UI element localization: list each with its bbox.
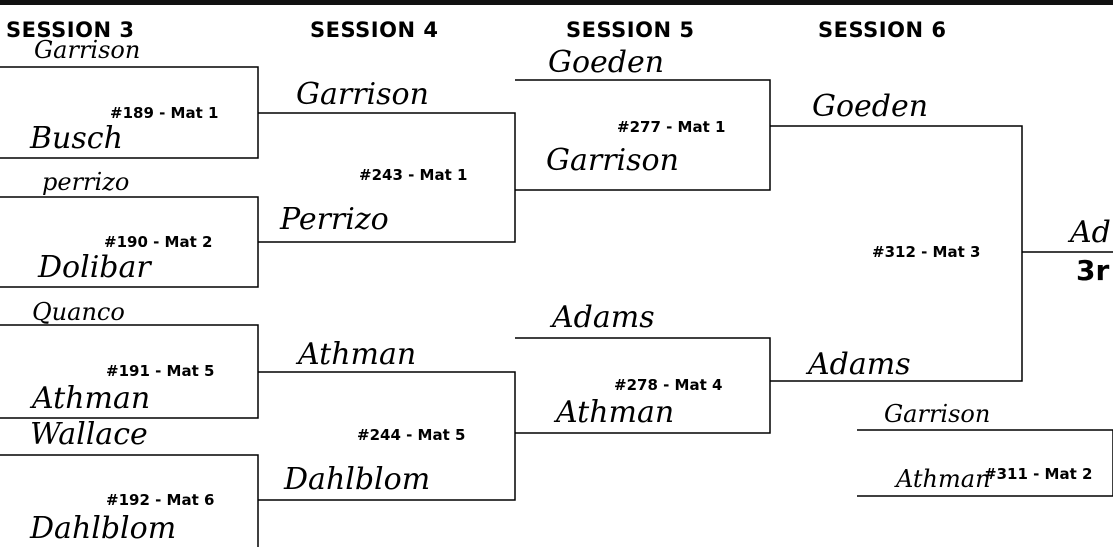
bout-243-label: #243 - Mat 1 [359, 166, 468, 184]
bout-190-bottom-name: Dolibar [38, 250, 151, 285]
bout-312-top-name: Goeden [812, 89, 929, 124]
bout-277-bottom-name: Garrison [546, 143, 679, 178]
bout-190-label: #190 - Mat 2 [104, 233, 213, 251]
bout-243-bottom-name: Perrizo [280, 202, 389, 237]
bout-277-label: #277 - Mat 1 [617, 118, 726, 136]
session-3-header: SESSION 3 [6, 18, 135, 42]
bout-192-bottom-name: Dahlblom [30, 511, 177, 546]
place-label: 3r [1076, 254, 1110, 287]
bout-192-top-name: Wallace [30, 417, 148, 452]
final-winner-name: Ad [1070, 215, 1111, 250]
bout-189-label: #189 - Mat 1 [110, 104, 219, 122]
bout-312-bottom-name: Adams [808, 347, 911, 382]
bout-244-top-name: Athman [298, 337, 417, 372]
bout-244-bottom-name: Dahlblom [284, 462, 431, 497]
bout-191-bottom-name: Athman [32, 381, 151, 416]
bout-278-label: #278 - Mat 4 [614, 376, 723, 394]
bout-311-top-name: Garrison [884, 400, 991, 428]
session-4-header: SESSION 4 [310, 18, 439, 42]
bout-243-top-name: Garrison [296, 77, 429, 112]
bout-278-bottom-name: Athman [556, 395, 675, 430]
bout-189-bottom-name: Busch [30, 121, 123, 156]
bout-192-label: #192 - Mat 6 [106, 491, 215, 509]
bout-312-label: #312 - Mat 3 [872, 243, 981, 261]
session-5-header: SESSION 5 [566, 18, 695, 42]
bout-191-label: #191 - Mat 5 [106, 362, 215, 380]
bout-190-top-name: perrizo [42, 168, 130, 196]
bout-277-top-name: Goeden [548, 45, 665, 80]
session-6-header: SESSION 6 [818, 18, 947, 42]
bout-311-label: #311 - Mat 2 [984, 465, 1093, 483]
bout-244-label: #244 - Mat 5 [357, 426, 466, 444]
bout-189-top-name: Garrison [34, 36, 141, 64]
bout-278-top-name: Adams [552, 300, 655, 335]
bout-191-top-name: Quanco [32, 298, 125, 326]
bout-311-bottom-name: Athman [896, 465, 991, 493]
